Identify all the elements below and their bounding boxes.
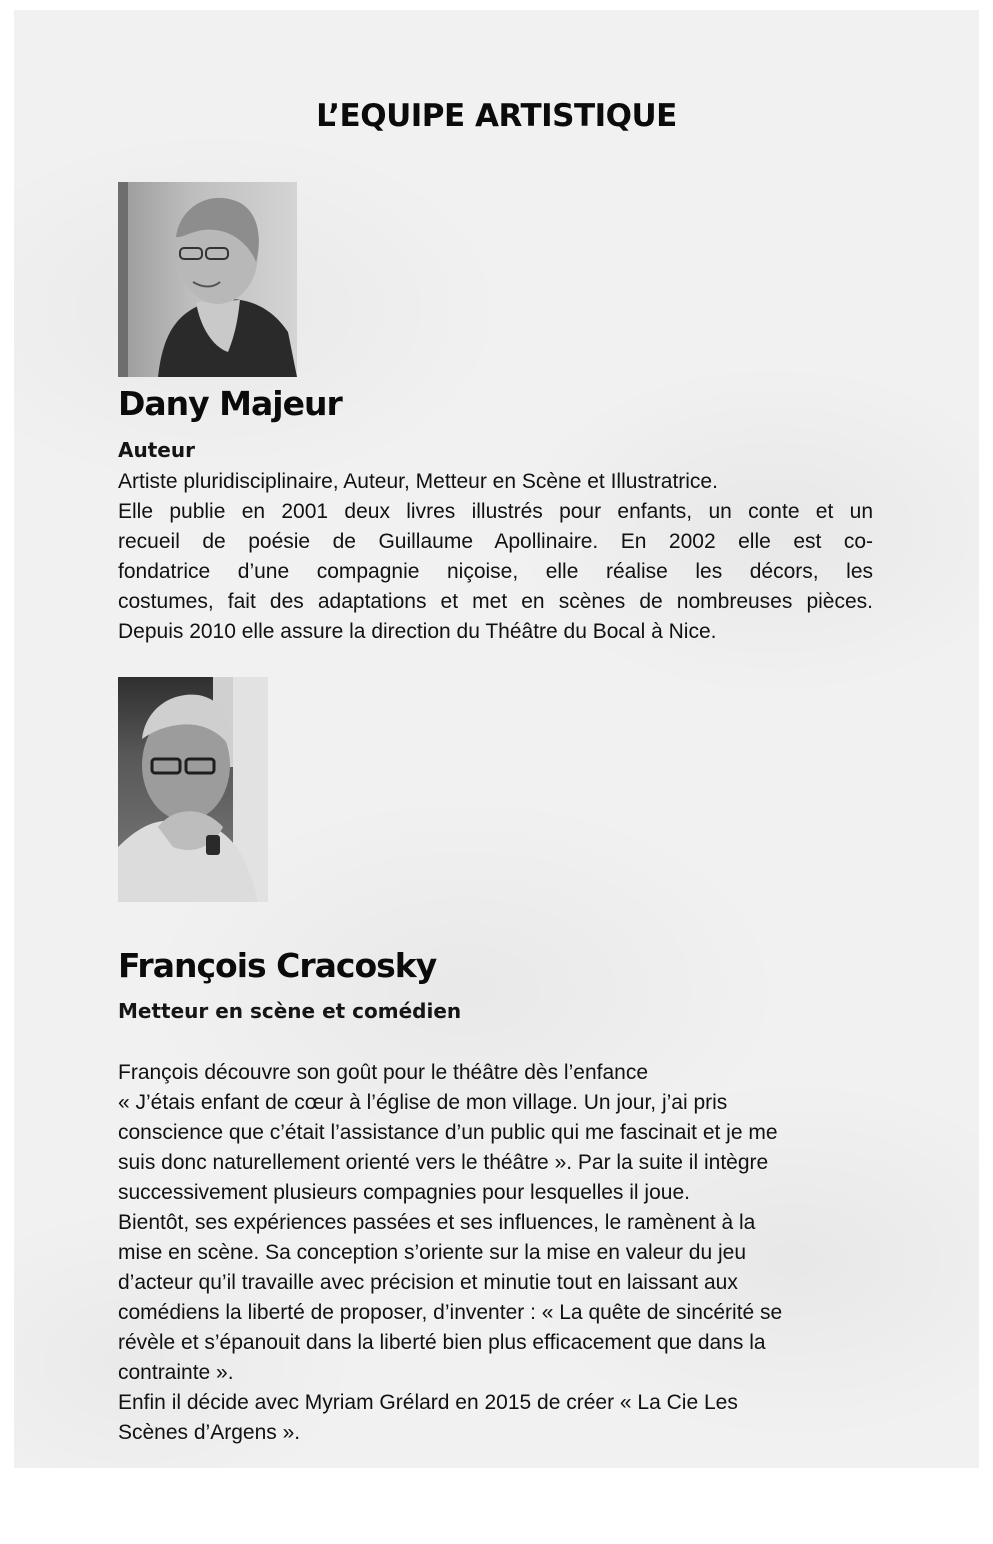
bio-line: révèle et s’épanouit dans la liberté bien plus efficacement que dans la: [118, 1331, 766, 1354]
bio-line: François découvre son goût pour le théâtre dès l’enfance: [118, 1061, 648, 1084]
bio-line: contrainte ».: [118, 1361, 234, 1384]
bio-line: suis donc naturellement orienté vers le théâtre ». Par la suite il intègre: [118, 1151, 769, 1174]
bio-line: fondatrice d’une compagnie niçoise, elle réalise les décors, les: [118, 560, 873, 583]
page-title: L’EQUIPE ARTISTIQUE: [316, 98, 677, 134]
member-bio: [118, 467, 873, 647]
bio-line: Bientôt, ses expériences passées et ses influences, le ramènent à la: [118, 1211, 756, 1234]
bio-line: recueil de poésie de Guillaume Apollinaire. En 2002 elle est co-: [118, 530, 873, 553]
member-role: Metteur en scène et comédien: [118, 999, 462, 1023]
member-name: François Cracosky: [118, 946, 437, 985]
bio-line: Depuis 2010 elle assure la direction du Théâtre du Bocal à Nice.: [118, 620, 717, 643]
member-bio: [118, 1058, 873, 1448]
bio-line: Elle publie en 2001 deux livres illustrés pour enfants, un conte et un: [118, 500, 873, 523]
bio-line: d’acteur qu’il travaille avec précision et minutie tout en laissant aux: [118, 1271, 738, 1294]
member-role: Auteur: [118, 438, 195, 462]
bio-line: Artiste pluridisciplinaire, Auteur, Metteur en Scène et Illustratrice.: [118, 470, 718, 493]
portrait-photo-dany-majeur: [118, 182, 297, 377]
bio-line: comédiens la liberté de proposer, d’inventer : « La quête de sincérité se: [118, 1301, 783, 1324]
bio-line: Enfin il décide avec Myriam Grélard en 2015 de créer « La Cie Les: [118, 1391, 738, 1414]
bio-line: mise en scène. Sa conception s’oriente sur la mise en valeur du jeu: [118, 1241, 747, 1264]
bio-line: conscience que c’était l’assistance d’un public qui me fascinait et je me: [118, 1121, 778, 1144]
member-name: Dany Majeur: [118, 384, 342, 423]
bio-line: successivement plusieurs compagnies pour lesquelles il joue.: [118, 1181, 690, 1204]
bio-line: « J’étais enfant de cœur à l’église de mon village. Un jour, j’ai pris: [118, 1091, 728, 1114]
bio-line: costumes, fait des adaptations et met en scènes de nombreuses pièces.: [118, 590, 873, 613]
bio-line: Scènes d’Argens ».: [118, 1421, 301, 1444]
portrait-photo-francois-cracosky: [118, 677, 268, 902]
